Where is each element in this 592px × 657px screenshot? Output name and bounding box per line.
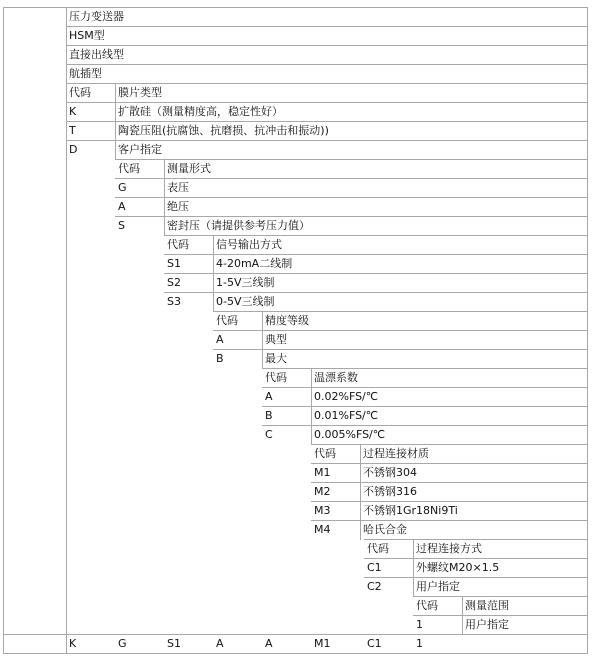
desc-column-divider [262,311,263,369]
row-divider [164,254,587,255]
option-code: K [69,105,77,118]
code-label: 代码 [367,542,389,555]
option-desc: 0.005%FS/℃ [314,428,386,441]
row-divider [66,45,587,46]
header-line: HSM型 [69,29,105,42]
row-divider [164,235,587,236]
option-code: A [216,333,224,346]
row-divider [311,444,587,445]
example-code: A [216,637,224,650]
row-divider [66,140,587,141]
table-left-border [3,7,4,654]
option-code: C1 [367,561,382,574]
row-divider [213,330,587,331]
option-code: S1 [167,257,181,270]
level-title: 测量范围 [465,599,509,612]
row-divider [115,159,587,160]
option-desc: 1-5V三线制 [216,276,275,289]
example-code: 1 [416,637,423,650]
example-code: K [69,637,77,650]
desc-column-divider [413,539,414,597]
level-title: 过程连接材质 [363,447,429,460]
row-divider [66,121,587,122]
row-divider [115,216,587,217]
option-desc: 表压 [167,181,189,194]
option-desc: 用户指定 [416,580,460,593]
example-code: G [118,637,127,650]
header-line: 直接出线型 [69,48,124,61]
row-divider [164,292,587,293]
option-code: B [265,409,273,422]
desc-column-divider [360,444,361,540]
option-desc: 绝压 [167,200,189,213]
option-desc: 哈氏合金 [363,523,407,536]
option-desc: 不锈钢316 [363,485,417,498]
option-code: S3 [167,295,181,308]
desc-column-divider [213,235,214,312]
option-code: A [118,200,126,213]
example-code: A [265,637,273,650]
row-divider [413,615,587,616]
row-divider [364,539,587,540]
row-divider [66,102,587,103]
row-divider [164,273,587,274]
code-label: 代码 [314,447,336,460]
option-desc: 外螺纹M20×1.5 [416,561,500,574]
option-code: A [265,390,273,403]
option-desc: 最大 [265,352,287,365]
level-title: 测量形式 [167,162,211,175]
code-label: 代码 [416,599,438,612]
option-desc: 4-20mA二线制 [216,257,293,270]
option-code: M2 [314,485,331,498]
level-title: 膜片类型 [118,86,162,99]
option-code: S [118,219,125,232]
example-code: S1 [167,637,181,650]
option-desc: 0.01%FS/℃ [314,409,379,422]
option-code: B [216,352,224,365]
row-divider [311,463,587,464]
header-line: 压力变送器 [69,10,124,23]
row-divider [364,577,587,578]
desc-column-divider [164,159,165,236]
level-title: 过程连接方式 [416,542,482,555]
row-divider [311,501,587,502]
option-code: 1 [416,618,423,631]
option-desc: 不锈钢1Gr18Ni9Ti [363,504,458,517]
code-column-divider [66,7,67,654]
option-desc: 0.02%FS/℃ [314,390,379,403]
table-bottom-border [3,653,587,654]
desc-column-divider [311,368,312,445]
row-divider [213,349,587,350]
option-desc: 0-5V三线制 [216,295,275,308]
option-desc: 陶瓷压阻(抗腐蚀、抗磨损、抗冲击和振动)) [118,124,329,137]
table-top-border [3,7,587,8]
code-label: 代码 [216,314,238,327]
option-code: T [69,124,76,137]
example-code: C1 [367,637,382,650]
level-title: 温漂系数 [314,371,358,384]
option-code: S2 [167,276,181,289]
example-code: M1 [314,637,331,650]
code-label: 代码 [69,86,91,99]
option-code: C [265,428,273,441]
option-desc: 客户指定 [118,143,162,156]
desc-column-divider [462,596,463,635]
option-desc: 用户指定 [465,618,509,631]
option-code: G [118,181,127,194]
row-divider [213,311,587,312]
level-title: 信号输出方式 [216,238,282,251]
row-divider [311,482,587,483]
code-label: 代码 [118,162,140,175]
option-desc: 不锈钢304 [363,466,417,479]
desc-column-divider [115,83,116,160]
row-divider [66,64,587,65]
row-divider [115,178,587,179]
option-desc: 密封压（请提供参考压力值） [167,219,310,232]
code-label: 代码 [265,371,287,384]
row-divider [115,197,587,198]
row-divider [413,596,587,597]
row-divider [66,83,587,84]
option-code: M4 [314,523,331,536]
header-line: 航插型 [69,67,102,80]
row-divider [66,26,587,27]
option-code: M3 [314,504,331,517]
option-desc: 扩散硅（测量精度高，稳定性好） [118,105,283,118]
option-code: D [69,143,78,156]
table-right-border [587,7,588,654]
level-title: 精度等级 [265,314,309,327]
option-code: C2 [367,580,382,593]
option-desc: 典型 [265,333,287,346]
row-divider [364,558,587,559]
option-code: M1 [314,466,331,479]
row-divider [311,520,587,521]
row-divider [3,634,587,635]
code-label: 代码 [167,238,189,251]
